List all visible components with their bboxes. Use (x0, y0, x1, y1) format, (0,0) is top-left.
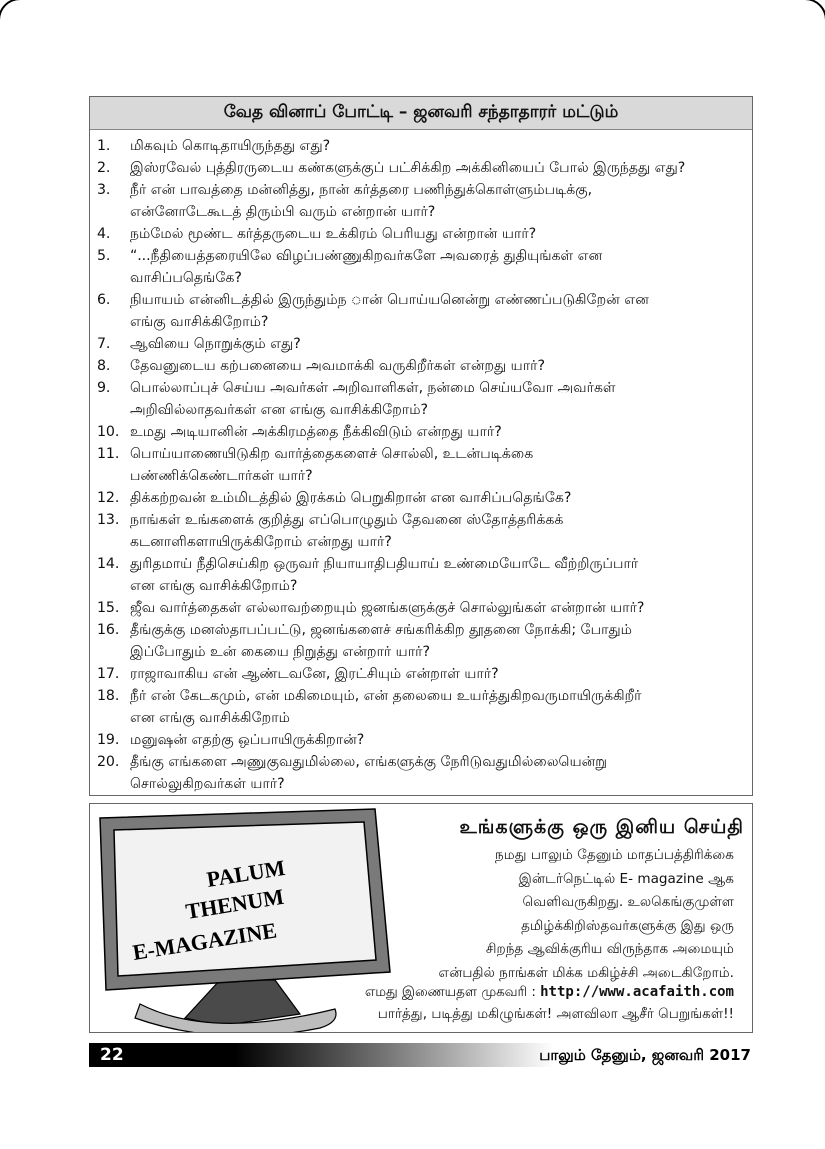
quiz-question (97, 487, 746, 509)
question-line: அறிவில்லாதவர்கள் என எங்கு வாசிக்கிறோம்? (130, 402, 428, 418)
quiz-question (97, 443, 746, 487)
question-number: 11. (97, 446, 120, 462)
quiz-question (97, 355, 746, 377)
screen-line-1: PALUM (204, 854, 287, 892)
question-text (130, 355, 746, 377)
question-line: சொல்லுகிறவர்கள் யார்? (130, 776, 285, 792)
quiz-question (97, 421, 746, 443)
question-text (130, 685, 746, 729)
promo-line: சிறந்த ஆவிக்குரிய விருந்தாக அமையும் (485, 941, 734, 957)
question-text (130, 509, 746, 553)
question-text (130, 729, 746, 751)
e-magazine-promo (89, 803, 753, 1033)
question-text (130, 157, 746, 179)
question-line: “...நீதியைத்தரையிலே விழப்பண்ணுகிறவர்களே அவரைத் துதியுங்கள் என (130, 248, 603, 264)
promo-line: இன்டர்நெட்டில் E- magazine ஆக (518, 870, 734, 887)
quiz-question (97, 333, 746, 355)
question-number: 14. (97, 556, 120, 572)
question-line: நம்மேல் மூண்ட கர்த்தருடைய உக்கிரம் பெரியது என்றான் யார்? (130, 226, 537, 242)
question-number: 8. (97, 358, 111, 374)
question-line: நீர் என் பாவத்தை மன்னித்து, நான் கர்த்தரை பணிந்துக்கொள்ளும்படிக்கு, (130, 182, 593, 198)
magazine-issue-date: பாலும் தேனும், ஜனவரி 2017 (539, 1046, 751, 1064)
question-text (130, 245, 746, 289)
question-line: என்னோடேகூடத் திரும்பி வரும் என்றான் யார்? (130, 204, 436, 220)
website-address (365, 984, 734, 1001)
question-line: தீங்குக்கு மனஸ்தாபப்பட்டு, ஜனங்களைச் சங்கரிக்கிற தூதனை நோக்கி; போதும் (130, 622, 632, 638)
quiz-title: வேத வினாப் போட்டி – ஜனவரி சந்தாதாரர் மட்டும் (90, 97, 752, 130)
question-number: 12. (97, 490, 120, 506)
question-number: 10. (97, 424, 120, 440)
question-number: 5. (97, 248, 111, 264)
question-number: 16. (97, 622, 120, 638)
question-number: 4. (97, 226, 111, 242)
quiz-question (97, 663, 746, 685)
question-number: 2. (97, 160, 111, 176)
question-line: நியாயம் என்னிடத்தில் இருந்தும்ந ான் பொய்யனென்று எண்ணப்படுகிறேன் என (130, 292, 649, 308)
question-list (90, 130, 752, 795)
question-text (130, 223, 746, 245)
question-text (130, 619, 746, 663)
question-line: ராஜாவாகிய என் ஆண்டவனே, இரட்சியும் என்றாள் யார்? (130, 666, 499, 682)
question-number: 1. (97, 138, 111, 154)
question-text (130, 179, 746, 223)
question-line: இப்போதும் உன் கையை நிறுத்து என்றார் யார்? (130, 644, 430, 660)
quiz-question (97, 553, 746, 597)
screen-line-2: THENUM (183, 883, 286, 924)
question-number: 7. (97, 336, 111, 352)
question-line: ஜீவ வார்த்தைகள் எல்லாவற்றையும் ஜனங்களுக்குச் சொல்லுங்கள் என்றான் யார்? (130, 600, 645, 616)
question-text (130, 487, 746, 509)
question-line: வாசிப்பதெங்கே? (130, 270, 242, 286)
promo-line: வெளிவருகிறது. உலகெங்குமுள்ள (522, 894, 734, 910)
quiz-question (97, 685, 746, 729)
promo-body (439, 844, 734, 985)
quiz-question (97, 619, 746, 663)
question-number: 9. (97, 380, 111, 396)
question-number: 3. (97, 182, 111, 198)
question-line: எங்கு வாசிக்கிறோம்? (130, 314, 269, 330)
page-number: 22 (100, 1045, 124, 1065)
question-line: நாங்கள் உங்களைக் குறித்து எப்பொழுதும் தேவனை ஸ்தோத்தரிக்கக் (130, 512, 564, 528)
quiz-question (97, 223, 746, 245)
quiz-question (97, 135, 746, 157)
question-text (130, 553, 746, 597)
website-link[interactable]: http://www.acafaith.com (540, 984, 734, 1000)
promo-blessing: பார்த்து, படித்து மகிழுங்கள்! அளவிலா ஆசீர் பெறுங்கள்!! (377, 1006, 734, 1022)
question-text (130, 421, 746, 443)
quiz-question (97, 245, 746, 289)
question-line: நீர் என் கேடகமும், என் மகிமையும், என் தலையை உயர்த்துகிறவருமாயிருக்கிறீர் (130, 688, 642, 704)
screen-line-3: E-MAGAZINE (130, 917, 279, 965)
question-line: என எங்கு வாசிக்கிறோம்? (130, 578, 298, 594)
question-number: 13. (97, 512, 120, 528)
quiz-question (97, 289, 746, 333)
question-line: ஆவியை நொறுக்கும் எது? (130, 336, 301, 352)
question-text (130, 751, 746, 795)
quiz-question (97, 729, 746, 751)
question-text (130, 597, 746, 619)
question-text (130, 443, 746, 487)
question-line: இஸ்ரவேல் புத்திரருடைய கண்களுக்குப் பட்சிக்கிற அக்கினியைப் போல் இருந்தது எது? (130, 160, 686, 176)
question-line: பொல்லாப்புச் செய்ய அவர்கள் அறிவாளிகள், நன்மை செய்யவோ அவர்கள் (130, 380, 616, 396)
question-number: 19. (97, 732, 120, 748)
address-label: எமது இணையதள முகவரி : (364, 985, 536, 1000)
question-line: கடனாளிகளாயிருக்கிறோம் என்றது யார்? (130, 534, 392, 550)
question-text (130, 135, 746, 157)
question-line: என எங்கு வாசிக்கிறோம் (130, 710, 290, 726)
quiz-question (97, 179, 746, 223)
question-line: உமது அடியானின் அக்கிரமத்தை நீக்கிவிடும் என்றது யார்? (130, 424, 502, 440)
quiz-question (97, 377, 746, 421)
promo-line: தமிழ்க்கிறிஸ்தவர்களுக்கு இது ஒரு (521, 917, 734, 934)
question-line: தீங்கு எங்களை அணுகுவதுமில்லை, எங்களுக்கு நேரிடுவதுமில்லையென்று (130, 754, 608, 770)
question-number: 15. (97, 600, 120, 616)
question-line: துரிதமாய் நீதிசெய்கிற ஒருவர் நியாயாதிபதியாய் உண்மையோடே வீற்றிருப்பார் (130, 556, 639, 572)
question-line: பொய்யாணையிடுகிற வார்த்தைகளைச் சொல்லி, உடன்படிக்கை (130, 446, 534, 462)
question-number: 6. (97, 292, 111, 308)
question-number: 20. (97, 754, 120, 770)
question-line: மனுஷன் எதற்கு ஒப்பாயிருக்கிறான்? (130, 732, 365, 748)
question-text (130, 289, 746, 333)
quiz-question (97, 509, 746, 553)
crop-mark-top-right (803, 0, 825, 22)
question-number: 17. (97, 666, 120, 682)
question-text (130, 663, 746, 685)
crop-mark-top-left (0, 0, 22, 22)
promo-line: என்பதில் நாங்கள் மிக்க மகிழ்ச்சி அடைகிறோம். (438, 964, 734, 981)
question-number: 18. (97, 688, 120, 704)
question-text (130, 333, 746, 355)
question-text (130, 377, 746, 421)
question-line: திக்கற்றவன் உம்மிடத்தில் இரக்கம் பெறுகிறான் என வாசிப்பதெங்கே? (130, 490, 572, 506)
question-line: தேவனுடைய கற்பனையை அவமாக்கி வருகிறீர்கள் என்றது யார்? (130, 358, 545, 374)
quiz-question (97, 597, 746, 619)
question-line: மிகவும் கொடிதாயிருந்தது எது? (130, 138, 331, 154)
quiz-question (97, 751, 746, 795)
quiz-question (97, 157, 746, 179)
page-footer (89, 1043, 753, 1067)
question-line: பண்ணிக்கெண்டார்கள் யார்? (130, 468, 313, 484)
promo-heading: உங்களுக்கு ஒரு இனிய செய்தி (459, 816, 744, 838)
promo-line: நமது பாலும் தேனும் மாதப்பத்திரிக்கை (495, 847, 734, 863)
bible-quiz-box (89, 96, 753, 796)
